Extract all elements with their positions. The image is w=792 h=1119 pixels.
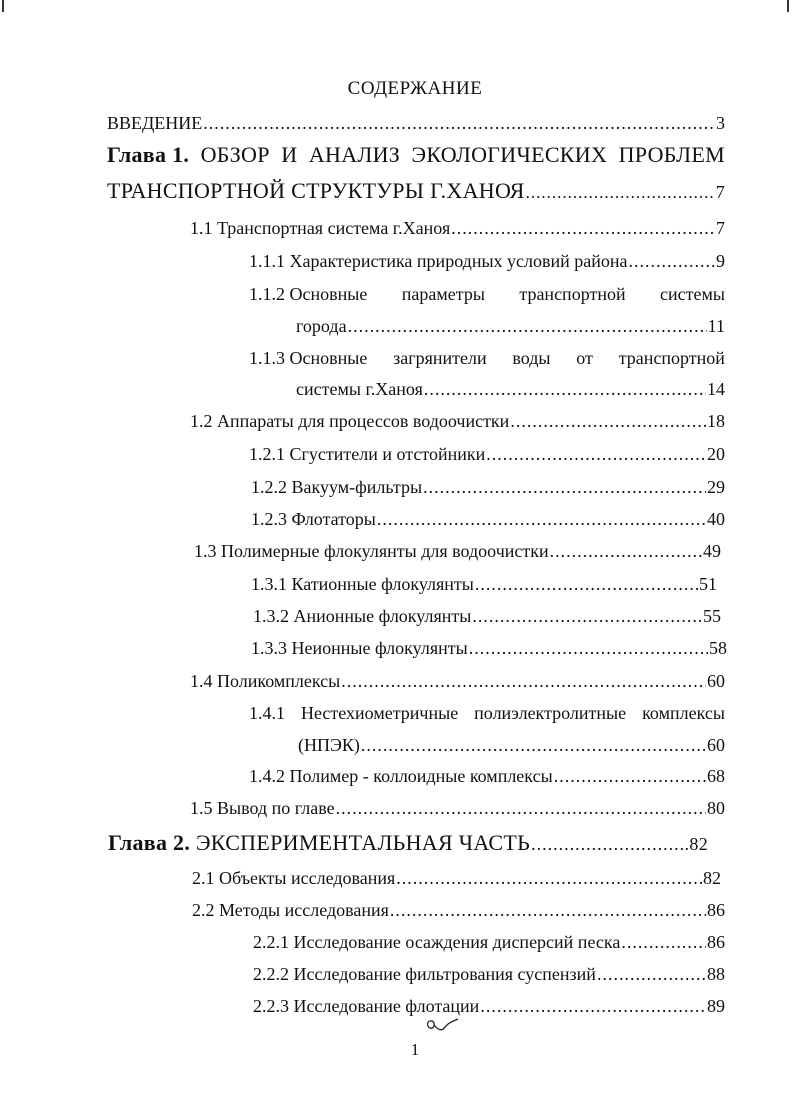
dot-leader [486,443,706,465]
toc-word: воды [512,348,551,368]
toc-word: 1.1.2 Основные [249,284,368,304]
toc-entry-text: ТРАНСПОРТНОЙ СТРУКТУРЫ Г.ХАНОЯ [107,178,525,203]
dot-leader [341,670,706,692]
chapter-word: Глава [107,142,167,167]
toc-entry-1-3-2 [253,605,721,627]
toc-entry-1-2 [190,410,725,432]
toc-entry-text: 1.2 Аппараты для процессов водоочистки [190,411,510,431]
toc-word: Нестехиометричные [300,703,459,723]
page-title: СОДЕРЖАНИЕ [347,78,483,99]
toc-page-number: 11 [707,316,725,336]
toc-entry-text: 1.3.1 Катионные флокулянты [251,574,474,594]
toc-entry-1-3-3 [251,637,727,659]
toc-entry-1-5 [190,797,725,819]
dot-leader [336,797,706,819]
toc-entry-1-4-1-line1 [249,702,725,724]
dot-leader [423,476,706,498]
toc-entry-text: 1.1 Транспортная система г.Ханоя [190,218,451,238]
dot-leader [531,831,684,857]
toc-page-number: 60 [707,671,725,691]
chapter-number: 1. [172,142,190,167]
dot-leader [621,931,706,953]
toc-entry-text: 1.3.2 Анионные флокулянты [253,606,472,626]
toc-word: транспортной [618,348,725,368]
toc-entry-1-2-1 [249,443,725,465]
dot-leader [348,315,707,337]
chapter-2-label [108,830,530,856]
toc-page-number: 58 [709,638,727,658]
toc-word: комплексы [642,703,725,723]
toc-entry-2-2-2 [253,963,725,985]
page-number: 1 [410,1040,420,1059]
chapter-1-heading-line2 [107,180,725,202]
dot-leader [480,995,706,1017]
dot-leader [203,112,715,134]
toc-page-number: 18 [707,411,725,431]
handwritten-initials [424,1016,464,1038]
toc-entry-introduction [107,112,725,134]
dot-leader [377,508,706,530]
toc-page-number: 55 [703,606,721,626]
dot-leader [451,217,715,239]
toc-word: транспортной [519,284,626,304]
toc-page-number: 9 [716,251,725,271]
toc-page-number: 3 [716,113,725,133]
dot-leader [629,250,715,272]
toc-entry-1-1 [190,217,725,239]
toc-entry-text: 1.2.1 Сгустители и отстойники [249,444,486,464]
toc-entry-1-1-2-line1 [249,283,725,305]
toc-entry-1-1-1 [249,250,725,272]
toc-entry-text: 1.4.2 Полимер - коллоидные комплексы [249,766,553,786]
toc-entry-text: 2.2 Методы исследования [192,900,389,920]
chapter-title-word: ПРОБЛЕМ [618,142,725,167]
toc-entry-text: 1.4 Поликомплексы [190,671,341,691]
toc-page-number: 7 [716,218,725,238]
toc-page-number: 80 [707,798,725,818]
chapter-1-heading-line1 [107,144,725,166]
toc-page-number: 86 [707,900,725,920]
chapter-1-label [107,144,189,166]
toc-entry-text: ВВЕДЕНИЕ [107,113,203,133]
toc-page-number: 40 [707,509,725,529]
toc-entry-1-1-2-line2 [296,315,725,337]
dot-leader [469,637,708,659]
toc-entry-2-2-3 [253,995,725,1017]
toc-word: полиэлектролитные [474,703,627,723]
toc-page-number: 82 [703,868,721,888]
toc-page-number: 49 [703,541,721,561]
toc-page-number: 60 [707,735,725,755]
toc-entry-1-4-2 [249,765,725,787]
toc-word: от [576,348,593,368]
dot-leader [475,573,698,595]
dot-leader [390,899,706,921]
toc-entry-text: 1.2.2 Вакуум-фильтры [251,477,423,497]
scan-mark-left [2,0,4,12]
toc-entry-text: 1.3.3 Неионные флокулянты [251,638,468,658]
dot-leader [526,182,715,204]
toc-entry-1-3-1 [251,573,717,595]
toc-page-number: 14 [707,379,725,399]
toc-entry-text: 1.2.3 Флотаторы [251,509,376,529]
toc-entry-text: 2.1 Объекты исследования [192,868,396,888]
dot-leader [361,734,706,756]
toc-entry-1-4 [190,670,725,692]
dot-leader [554,765,706,787]
toc-page-number: 89 [707,996,725,1016]
toc-page-number: 29 [707,477,725,497]
dot-leader [424,378,706,400]
toc-entry-text: 1.1.1 Характеристика природных условий района [249,251,628,271]
toc-word: загрянители [393,348,487,368]
toc-entry-text: 2.2.1 Исследование осаждения дисперсий песка [253,932,621,952]
toc-entry-1-3 [194,540,721,562]
toc-entry-1-1-3-line2 [296,378,725,400]
toc-entry-1-2-2 [251,476,725,498]
toc-entry-text: 2.2.2 Исследование фильтрования суспензий [253,964,596,984]
toc-entry-1-2-3 [251,508,725,530]
toc-entry-2-1 [192,867,721,889]
chapter-title-word: ОБЗОР [200,142,270,167]
toc-word: 1.1.3 Основные [249,348,368,368]
scan-mark-right [787,0,789,12]
toc-word: параметры [401,284,485,304]
toc-entry-text: системы г.Ханоя [296,379,423,399]
toc-page-number: 7 [715,182,725,202]
dot-leader [597,963,706,985]
chapter-title: ЭКСПЕРИМЕНТАЛЬНАЯ ЧАСТЬ [195,830,531,855]
toc-entry-text: (НПЭК) [298,735,360,755]
chapter-word: Глава 2. [108,830,191,855]
dot-leader [510,410,706,432]
toc-page-number: .82 [684,834,708,854]
toc-entry-text: города [296,316,347,336]
dot-leader [472,605,702,627]
toc-entry-text: 1.5 Вывод по главе [190,798,335,818]
toc-entry-text: 1.3 Полимерные флокулянты для водоочистки [194,541,549,561]
toc-entry-1-1-3-line1 [249,347,725,369]
toc-entry-2-2 [192,899,725,921]
toc-entry-text: 2.2.3 Исследование флотации [253,996,480,1016]
dot-leader [396,867,702,889]
chapter-title-word: ЭКОЛОГИЧЕСКИХ [411,142,608,167]
toc-entry-2-2-1 [253,931,725,953]
toc-entry-1-4-1-line2 [298,734,725,756]
chapter-2-heading [108,830,708,856]
chapter-title-word: И [281,142,298,167]
toc-word: системы [660,284,725,304]
dot-leader [550,540,702,562]
toc-page-number: 68 [707,766,725,786]
toc-page-number: 51 [699,574,717,594]
toc-word: 1.4.1 [249,703,285,723]
chapter-title-word: АНАЛИЗ [308,142,401,167]
toc-page-number: 88 [707,964,725,984]
toc-page-number: 20 [707,444,725,464]
toc-page-number: 86 [707,932,725,952]
